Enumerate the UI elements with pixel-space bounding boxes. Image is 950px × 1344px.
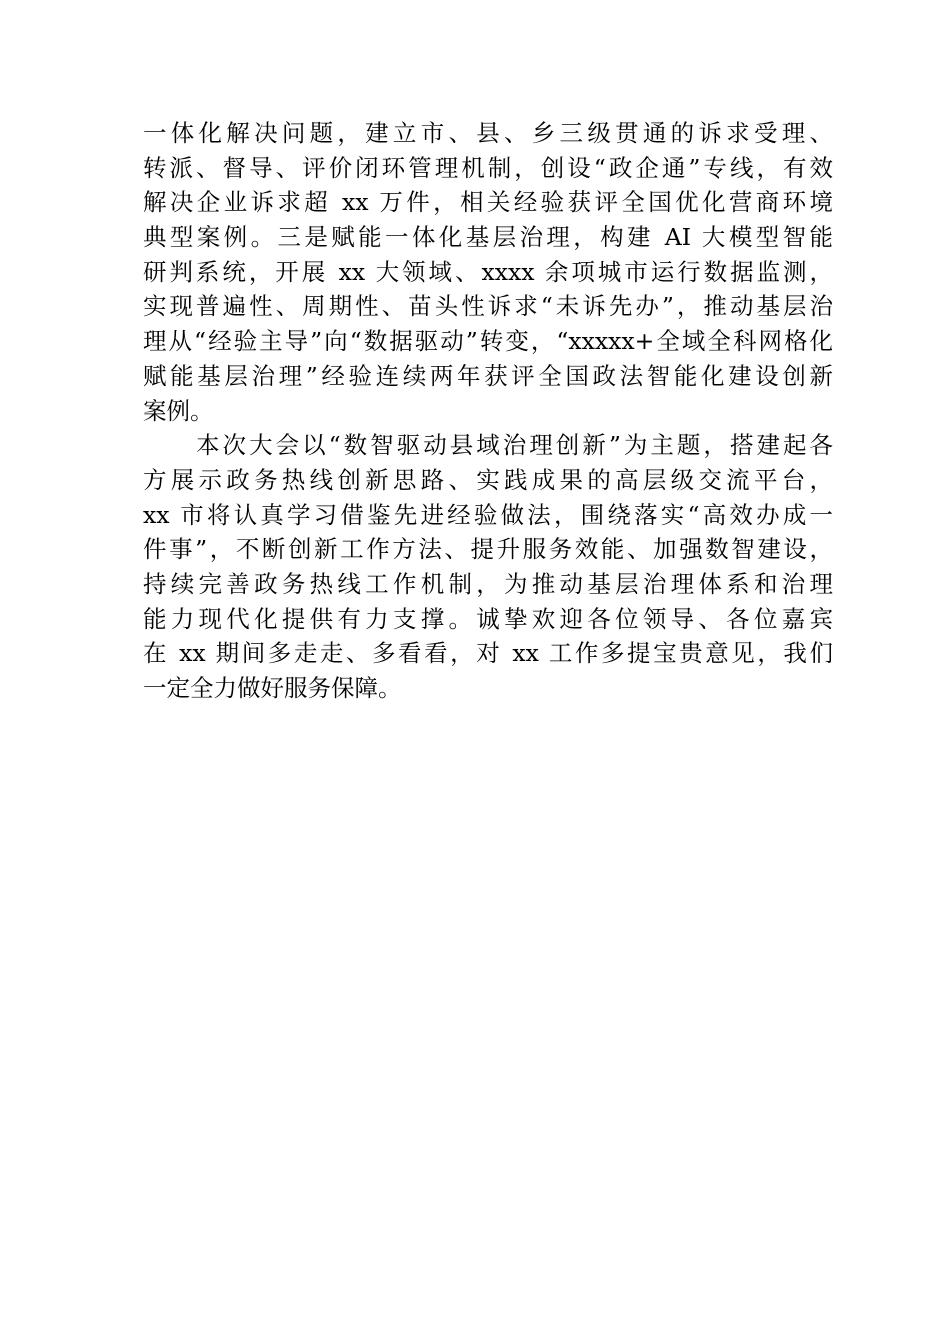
text-line: 研判系统，开展 xx 大领域、xxxx 余项城市运行数据监测， [143, 257, 833, 286]
text-line: 赋能基层治理”经验连续两年获评全国政法智能化建设创新 [143, 361, 833, 390]
text-line: 能力现代化提供有力支撑。诚挚欢迎各位领导、各位嘉宾 [143, 604, 833, 633]
text-line: 一定全力做好服务保障。 [143, 674, 402, 702]
text-line: 持续完善政务热线工作机制，为推动基层治理体系和治理 [143, 569, 833, 598]
text-line: xx 市将认真学习借鉴先进经验做法，围绕落实“高效办成一 [143, 500, 833, 529]
text-line: 一体化解决问题，建立市、县、乡三级贯通的诉求受理、 [143, 119, 833, 147]
body-text [143, 116, 833, 706]
text-line: 方展示政务热线创新思路、实践成果的高层级交流平台， [143, 465, 833, 494]
text-line: 在 xx 期间多走走、多看看，对 xx 工作多提宝贵意见，我们 [143, 639, 833, 668]
text-line: 实现普遍性、周期性、苗头性诉求“未诉先办”，推动基层治 [143, 292, 833, 321]
text-line: 本次大会以“数智驱动县域治理创新”为主题，搭建起各 [143, 431, 833, 460]
text-line: 转派、督导、评价闭环管理机制，创设“政企通”专线，有效 [143, 153, 833, 182]
text-line: 典型案例。三是赋能一体化基层治理，构建 AI 大模型智能 [143, 223, 833, 252]
text-line: 案例。 [143, 396, 214, 425]
text-line: 理从“经验主导”向“数据驱动”转变，“xxxxx+全域全科网格化 [143, 327, 833, 356]
text-line: 解决企业诉求超 xx 万件，相关经验获评全国优化营商环境 [143, 188, 833, 217]
text-line: 件事”，不断创新工作方法、提升服务效能、加强数智建设， [143, 535, 833, 564]
